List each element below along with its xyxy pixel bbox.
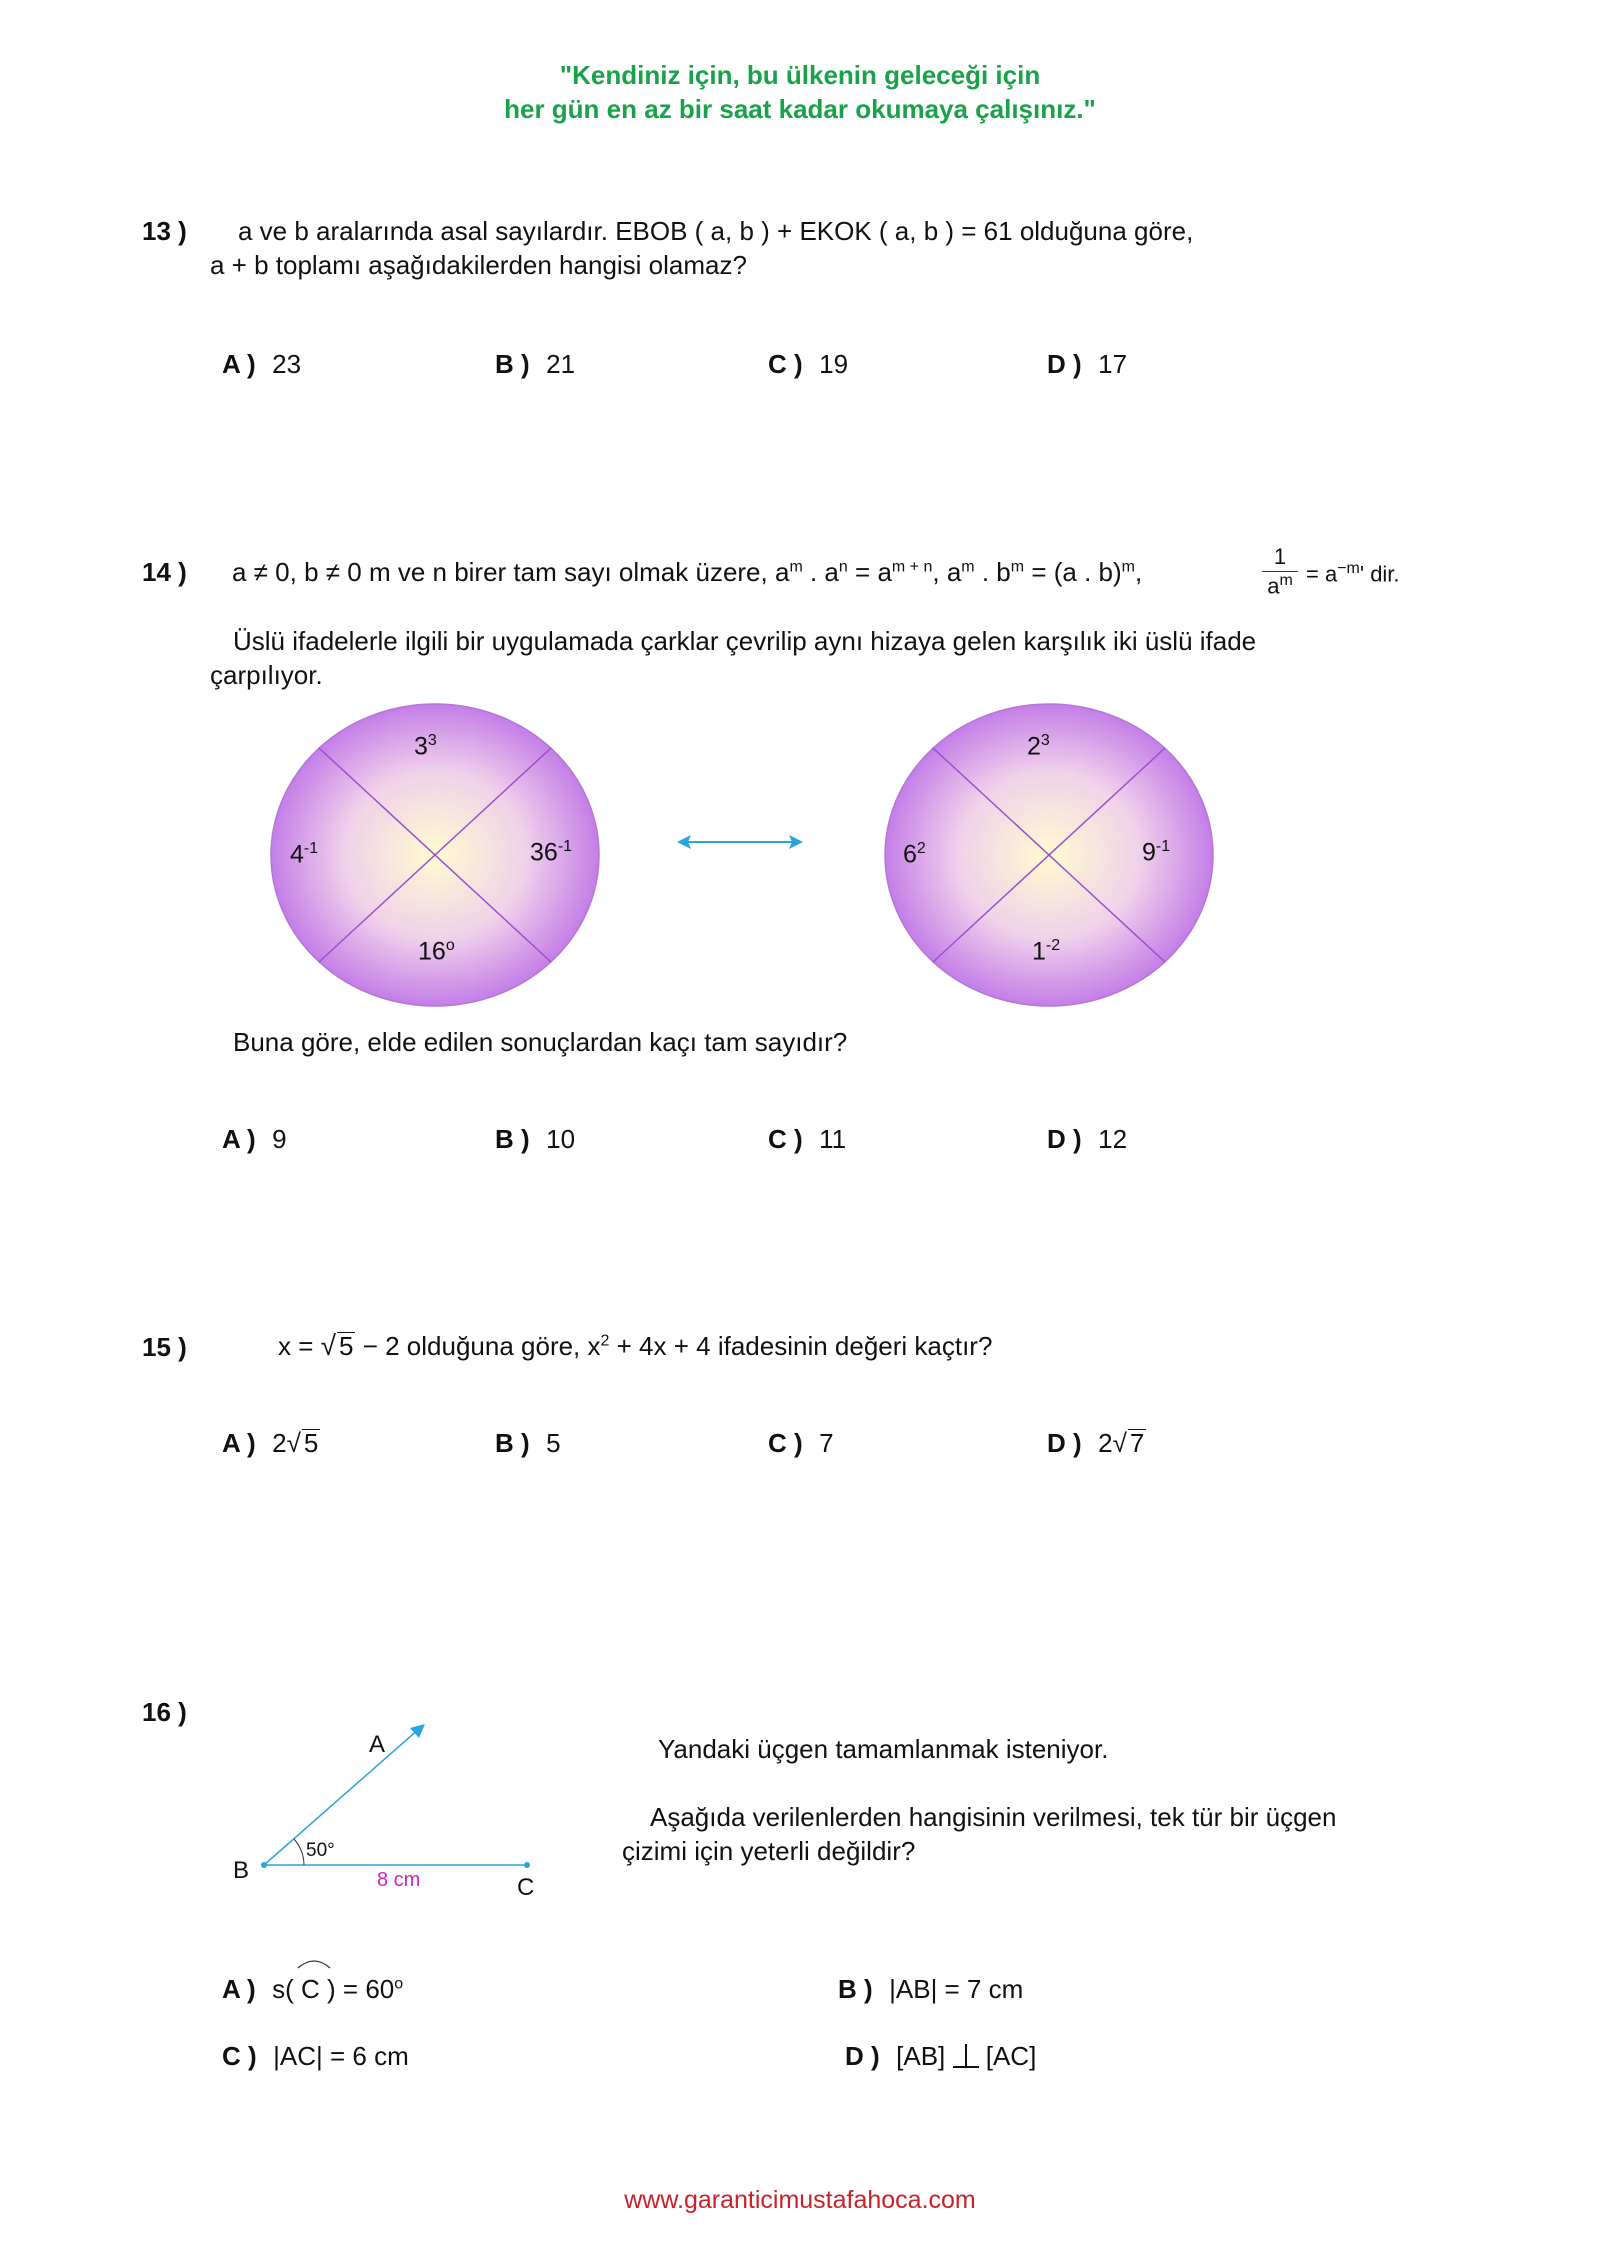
q14-option-a[interactable] xyxy=(222,1124,287,1155)
q16-option-a[interactable] xyxy=(222,1974,403,2005)
question-13-number: 13 ) xyxy=(142,216,187,246)
q16-option-d[interactable] xyxy=(845,2041,1036,2072)
question-14-number: 14 ) xyxy=(142,557,187,587)
q14-option-b[interactable] xyxy=(495,1124,575,1155)
option-value: 11 xyxy=(819,1124,847,1154)
angle-label: 50° xyxy=(306,1840,335,1861)
vertex-b-label: B xyxy=(233,1857,250,1884)
q15-option-a[interactable] xyxy=(222,1428,320,1459)
option-value: 19 xyxy=(819,349,849,379)
option-value: |AB| = 7 cm xyxy=(889,1974,1024,2004)
option-value: 12 xyxy=(1098,1124,1128,1154)
option-value: 2√ 5 xyxy=(272,1428,319,1458)
q14-option-d[interactable] xyxy=(1047,1124,1127,1155)
question-13-line-2: a + b toplamı aşağıdakilerden hangisi olamaz? xyxy=(210,250,747,280)
left-wheel-left-label: $4^{-1}$ xyxy=(290,840,319,869)
q15-option-b[interactable] xyxy=(495,1428,561,1459)
option-label: A ) xyxy=(222,349,256,379)
option-label: C ) xyxy=(768,1428,803,1458)
angle-hat-icon xyxy=(296,1956,332,1970)
option-value: 2√ 7 xyxy=(1098,1428,1145,1458)
option-label: A ) xyxy=(222,1974,256,2004)
option-label: C ) xyxy=(768,1124,803,1154)
option-value: s( C ) = $60^o$ xyxy=(272,1974,403,2004)
right-wheel-right-label: $9^{-1}$ xyxy=(1142,838,1171,867)
option-value: 21 xyxy=(546,349,576,379)
option-value: 17 xyxy=(1098,349,1128,379)
footer-url[interactable]: www.garanticimustafahoca.com xyxy=(624,2186,976,2214)
q14-option-c[interactable] xyxy=(768,1124,846,1155)
option-value: 23 xyxy=(272,349,302,379)
q16-option-b[interactable] xyxy=(838,1974,1023,2005)
quote-line-1: "Kendiniz için, bu ülkenin geleceği için xyxy=(559,60,1041,90)
exponent-rules: a ≠ 0, b ≠ 0 m ve n birer tam sayı olmak üzere, $a^m$ . $a^n = a^{m + n}$, $a^m$ . $b^m = (a$ . b)$^m$, xyxy=(232,557,1143,587)
option-label: C ) xyxy=(222,2041,257,2071)
option-label: B ) xyxy=(495,349,530,379)
q13-option-d[interactable] xyxy=(1047,349,1127,380)
option-label: D ) xyxy=(1047,1124,1082,1154)
left-wheel-bottom-label: 16$^o$ xyxy=(418,937,455,966)
vertex-a-label: A xyxy=(369,1731,386,1758)
question-13-line-1: a ve b aralarında asal sayılardır. EBOB ( a, b ) + EKOK ( a, b ) = 61 olduğuna göre, xyxy=(238,216,1194,246)
q16-option-c[interactable] xyxy=(222,2041,409,2072)
q15-statement: x = √ 5 − 2 olduğuna göre, $x^2 + 4x + 4$ ifadesinin değeri kaçtır? xyxy=(278,1330,993,1361)
question-15-number: 15 ) xyxy=(142,1332,187,1362)
option-label: D ) xyxy=(1047,1428,1082,1458)
q16-line-3: çizimi için yeterli değildir? xyxy=(622,1836,916,1866)
q15-option-d[interactable] xyxy=(1047,1428,1146,1459)
fraction-rule xyxy=(1262,544,1298,599)
option-value: |AC| = 6 cm xyxy=(273,2041,409,2071)
q13-option-b[interactable] xyxy=(495,349,575,380)
right-wheel-top-label: $2^3$ xyxy=(1027,732,1050,761)
option-value: 7 xyxy=(819,1428,834,1458)
q14-question: Buna göre, elde edilen sonuçlardan kaçı tam sayıdır? xyxy=(233,1027,848,1057)
question-16-number: 16 ) xyxy=(142,1697,187,1727)
q16-line-1: Yandaki üçgen tamamlanmak isteniyor. xyxy=(658,1734,1109,1764)
left-wheel-right-label: $36^{-1}$ xyxy=(530,838,573,867)
option-label: B ) xyxy=(838,1974,873,2004)
right-wheel-left-label: $6^2$ xyxy=(903,840,926,869)
fraction-numerator: 1 xyxy=(1273,544,1287,569)
q15-option-c[interactable] xyxy=(768,1428,834,1459)
q14-intro-line-2: çarpılıyor. xyxy=(210,660,323,690)
quote-line-2: her gün en az bir saat kadar okumaya çalışınız." xyxy=(504,94,1096,124)
option-label: C ) xyxy=(768,349,803,379)
option-label: D ) xyxy=(845,2041,880,2071)
option-label: A ) xyxy=(222,1124,256,1154)
option-label: B ) xyxy=(495,1124,530,1154)
option-label: A ) xyxy=(222,1428,256,1458)
perpendicular-icon xyxy=(953,2044,979,2068)
double-arrow-icon xyxy=(675,830,805,854)
q16-line-2: Aşağıda verilenlerden hangisinin verilmesi, tek tür bir üçgen xyxy=(650,1802,1337,1832)
option-value: 10 xyxy=(546,1124,576,1154)
option-label: B ) xyxy=(495,1428,530,1458)
vertex-c-label: C xyxy=(517,1874,535,1901)
option-label: D ) xyxy=(1047,349,1082,379)
q13-option-a[interactable] xyxy=(222,349,301,380)
q14-intro-line-1: Üslü ifadelerle ilgili bir uygulamada çarklar çevrilip aynı hizaya gelen karşılık iki üslü ifade xyxy=(233,626,1257,656)
option-value: 5 xyxy=(546,1428,561,1458)
option-value: 9 xyxy=(272,1124,287,1154)
fraction-denominator: $a^m$ xyxy=(1267,572,1293,599)
fraction-rule-result: = $a^{-m}'$ dir. xyxy=(1306,560,1400,587)
option-value: [AB] [AC] xyxy=(896,2041,1037,2071)
left-wheel-top-label: $3^3$ xyxy=(414,732,437,761)
right-wheel-bottom-label: $1^{-2}$ xyxy=(1032,937,1061,966)
triangle-figure xyxy=(220,1700,560,1880)
side-length-label: 8 cm xyxy=(377,1869,421,1891)
q13-option-c[interactable] xyxy=(768,349,848,380)
